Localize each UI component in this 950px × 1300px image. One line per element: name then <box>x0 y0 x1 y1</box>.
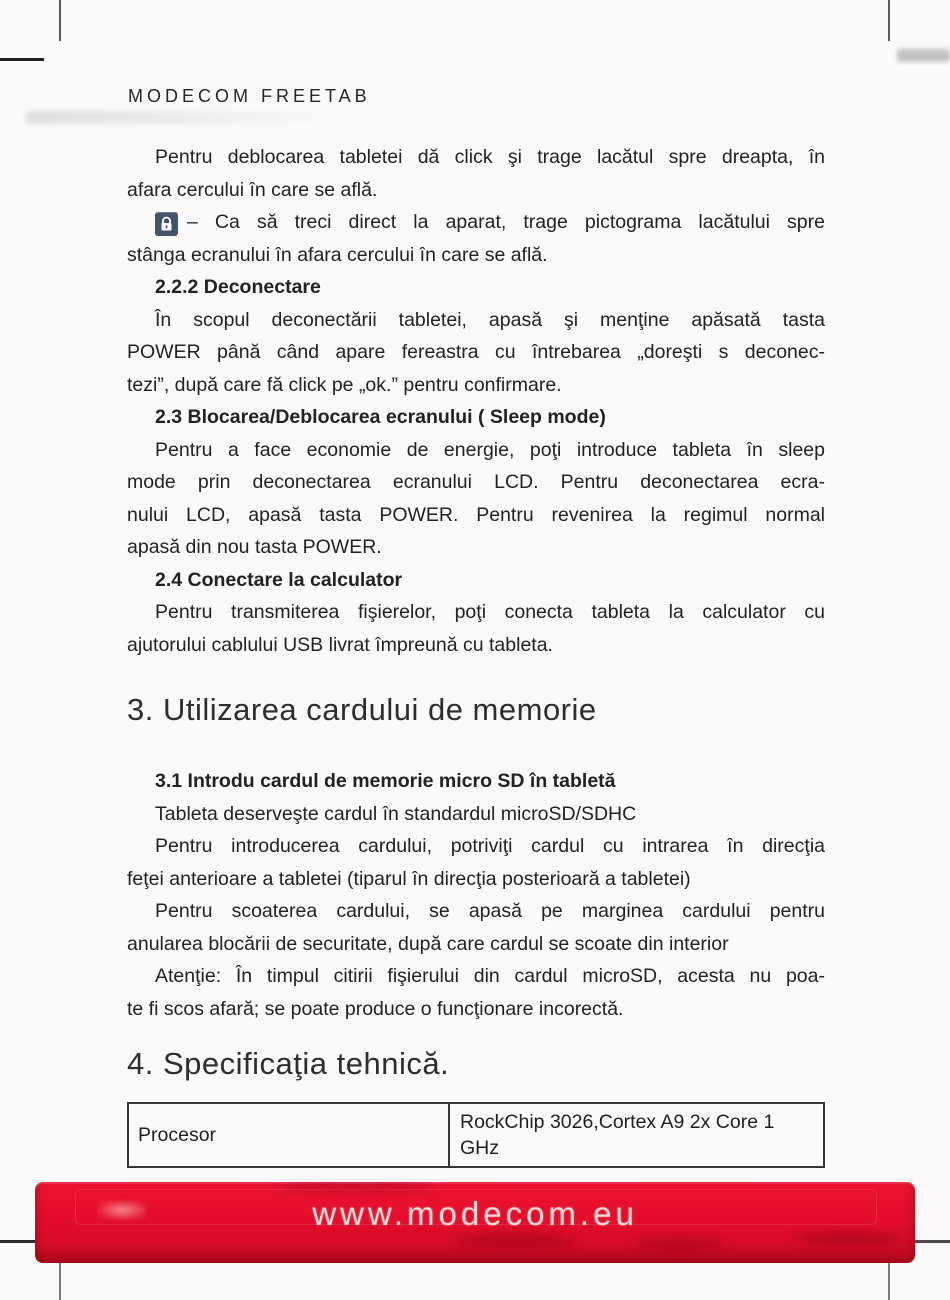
scan-artifact-grey-dash <box>897 49 950 62</box>
subsection-heading: 2.3 Blocarea/Deblocarea ecranului ( Sleep mode) <box>155 406 606 428</box>
spec-table <box>127 1102 825 1168</box>
section-heading: 3. Utilizarea cardului de memorie <box>127 692 597 727</box>
scan-artifact-blotch <box>275 1182 435 1192</box>
subsection-heading: 3.1 Introdu cardul de memorie micro SD în tabletă <box>155 770 616 792</box>
scan-artifact-blotch <box>635 1238 725 1250</box>
spec-value: RockChip 3026,Cortex A9 2x Core 1 GHz <box>449 1103 824 1167</box>
text-line: Tableta deserveşte cardul în standardul microSD/SDHC <box>155 802 637 825</box>
crop-mark-top-right-vertical <box>888 0 890 41</box>
footer-banner <box>35 1182 915 1263</box>
text-line: nului LCD, apasă tasta POWER. Pentru revenirea la regimul normal <box>127 503 825 526</box>
text-line: apasă din nou tasta POWER. <box>127 536 382 558</box>
crop-mark-top-left-vertical <box>59 0 61 41</box>
text-line: stânga ecranului în afara cercului în care se află. <box>127 243 548 266</box>
text-line: POWER până când apare fereastra cu întrebarea „doreşti s deconec- <box>127 341 825 363</box>
subsection-heading: 2.2.2 Deconectare <box>155 276 321 298</box>
text-line: În scopul deconectării tabletei, apasă şi menţine apăsată tasta <box>155 308 825 331</box>
scan-artifact-blotch <box>795 1232 905 1246</box>
text-line: Pentru transmiterea fişierelor, poţi conecta tableta la calculator cu <box>155 601 825 623</box>
scan-artifact-ghost-text <box>26 111 336 124</box>
footer-url: www.modecom.eu <box>312 1195 638 1232</box>
crop-mark-top-left-horizontal <box>0 58 44 61</box>
subsection-heading: 2.4 Conectare la calculator <box>155 568 403 591</box>
text-line: mode prin deconectarea ecranului LCD. Pentru deconectarea ecra- <box>127 471 825 493</box>
text-line: – Ca să treci direct la aparat, trage pictograma lacătului spre <box>187 211 825 233</box>
spec-table-body <box>128 1103 824 1167</box>
text-line: Pentru introducerea cardului, potriviţi cardul cu intrarea în direcţia <box>155 835 825 857</box>
text-line: Pentru a face economie de energie, poţi introduce tableta în sleep <box>155 438 825 461</box>
text-line <box>127 206 825 239</box>
page-title: MODECOM FREETAB <box>128 85 371 107</box>
scan-artifact-blotch <box>455 1234 575 1248</box>
text-line: afara cercului în care se află. <box>127 178 378 201</box>
text-line: Atenţie: În timpul citirii fişierului din cardul microSD, acesta nu poa- <box>155 965 825 987</box>
text-line: ajutorului cablului USB livrat împreună cu tableta. <box>127 633 553 656</box>
spec-label: Procesor <box>128 1103 449 1167</box>
document-body <box>127 141 825 1168</box>
table-row <box>128 1103 824 1167</box>
text-line: feţei anterioare a tabletei (tiparul în direcţia posterioară a tabletei) <box>127 867 691 890</box>
text-line: Pentru scoaterea cardului, se apasă pe marginea cardului pentru <box>155 900 825 922</box>
text-line: Pentru deblocarea tabletei dă click şi trage lacătul spre dreapta, în <box>155 146 825 168</box>
text-line: te fi scos afară; se poate produce o funcţionare incorectă. <box>127 997 624 1020</box>
text-line: tezi”, după care fă click pe „ok.” pentru confirmare. <box>127 373 562 396</box>
text-line: anularea blocării de securitate, după care cardul se scoate din interior <box>127 932 729 955</box>
lock-icon <box>155 212 178 236</box>
section-heading: 4. Specificaţia tehnică. <box>127 1046 450 1081</box>
